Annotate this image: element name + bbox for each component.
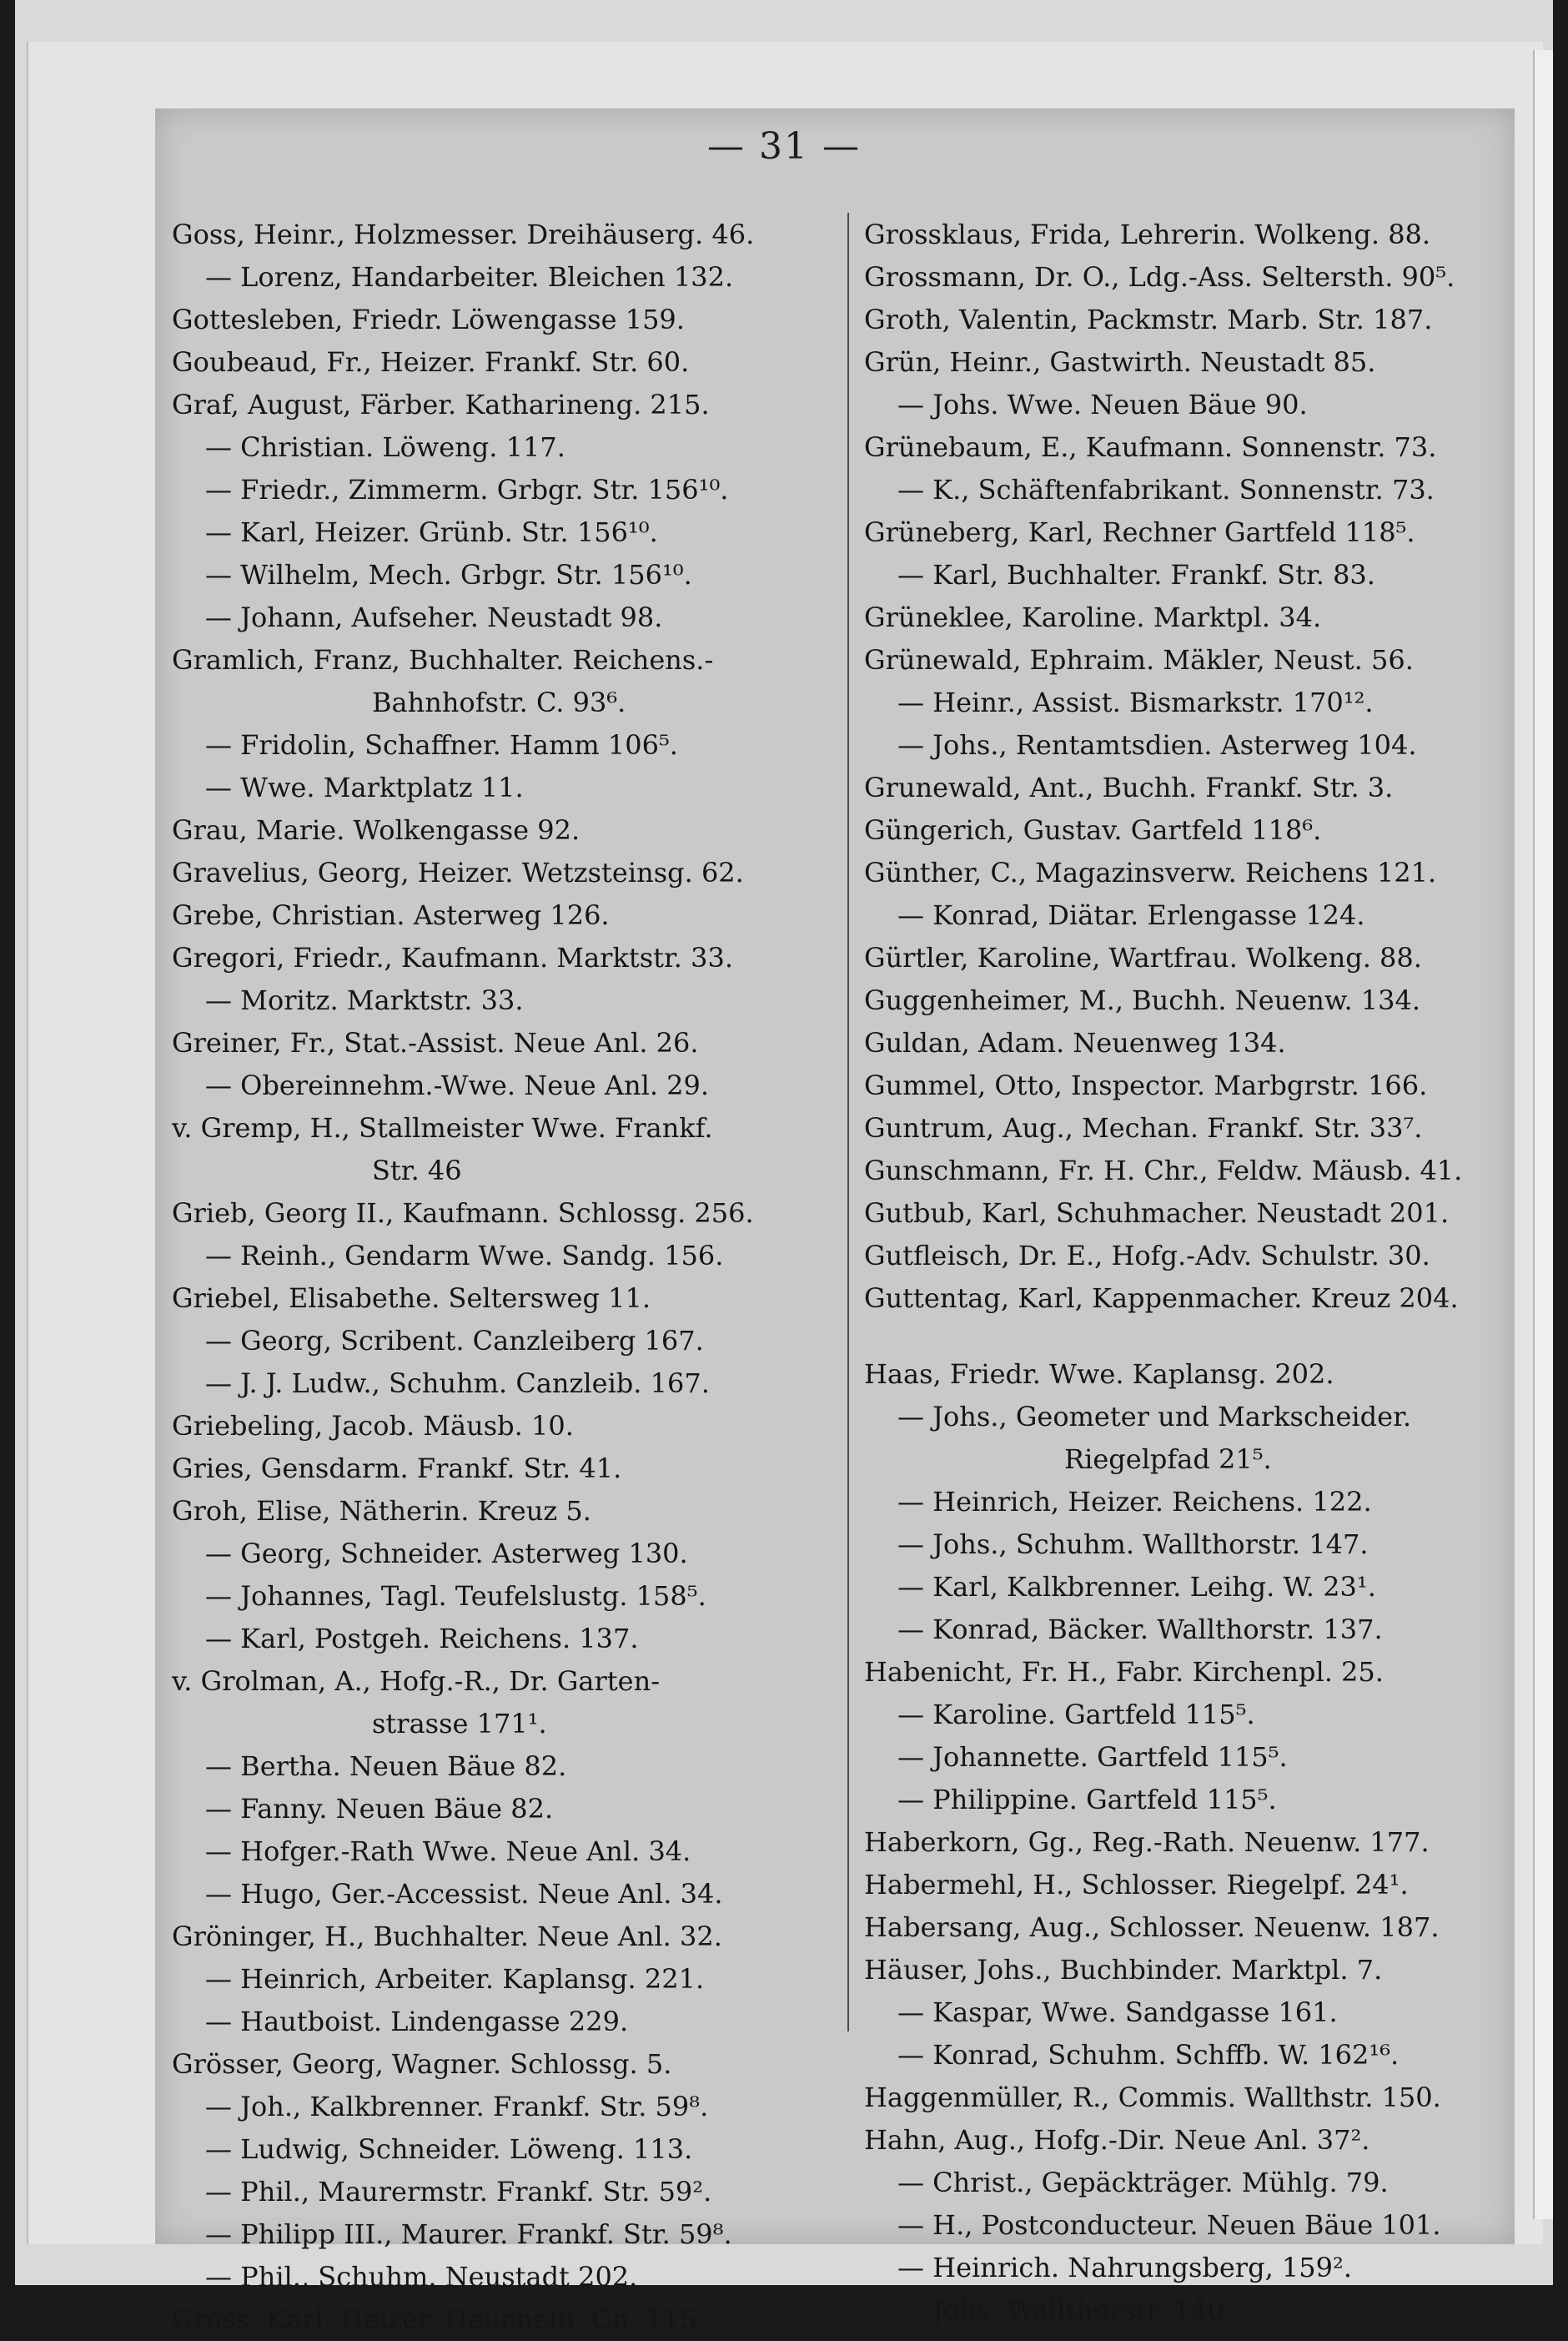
directory-entry: Haggenmüller, R., Commis. Wallthstr. 150. [864,2082,1441,2113]
left-column [172,214,839,2341]
directory-entry: Guggenheimer, M., Buchh. Neuenw. 134. [864,984,1421,1016]
directory-entry: — Philippine. Gartfeld 115⁵. [897,1784,1277,1815]
directory-entry: Guttentag, Karl, Kappenmacher. Kreuz 204. [864,1282,1459,1314]
directory-entry: Grunewald, Ant., Buchh. Frankf. Str. 3. [864,772,1394,803]
directory-entry: v. Grolman, A., Hofg.-R., Dr. Garten- [172,1665,661,1697]
directory-entry: Guldan, Adam. Neuenweg 134. [864,1027,1286,1059]
directory-entry: — Joh., Kalkbrenner. Frankf. Str. 59⁸. [205,2091,709,2122]
column-divider [847,213,849,2031]
directory-entry-continuation: Riegelpfad 21⁵. [1064,1443,1272,1475]
directory-entry: — Christian. Löweng. 117. [205,431,565,463]
directory-entry: Grünebaum, E., Kaufmann. Sonnenstr. 73. [864,431,1437,463]
directory-entry-continuation: Str. 46 [372,1155,462,1186]
directory-entry: Gries, Gensdarm. Frankf. Str. 41. [172,1452,622,1484]
directory-entry: Graf, August, Färber. Katharineng. 215. [172,389,710,420]
directory-entry: — Hofger.-Rath Wwe. Neue Anl. 34. [205,1835,691,1867]
directory-entry: Gutbub, Karl, Schuhmacher. Neustadt 201. [864,1197,1450,1229]
directory-entry: — Hautboist. Lindengasse 229. [205,2006,629,2037]
directory-entry: — Johs. Wwe. Neuen Bäue 90. [897,389,1308,420]
directory-entry: Griebeling, Jacob. Mäusb. 10. [172,1410,574,1442]
directory-entry: Grebe, Christian. Asterweg 126. [172,899,610,931]
directory-entry-continuation: strasse 171¹. [372,1708,547,1739]
directory-entry: — Georg, Schneider. Asterweg 130. [205,1538,688,1569]
page-number: — 31 — [707,125,861,168]
directory-entry: v. Gremp, H., Stallmeister Wwe. Frankf. [172,1112,713,1144]
directory-entry: Groth, Valentin, Packmstr. Marb. Str. 187. [864,304,1433,335]
directory-entry: Grüneklee, Karoline. Marktpl. 34. [864,602,1322,633]
directory-entry: — Wilhelm, Mech. Grbgr. Str. 156¹⁰. [205,559,692,591]
directory-entry: — Karl, Kalkbrenner. Leihg. W. 23¹. [897,1571,1376,1603]
directory-entry: Goss, Heinr., Holzmesser. Dreihäuserg. 46. [172,219,755,250]
directory-entry: — Fanny. Neuen Bäue 82. [205,1793,554,1825]
directory-entry: — Johs., Geometer und Markscheider. [897,1401,1412,1432]
directory-entry: — Obereinnehm.-Wwe. Neue Anl. 29. [205,1070,710,1101]
directory-entry: Habenicht, Fr. H., Fabr. Kirchenpl. 25. [864,1656,1384,1688]
directory-entry: Gürtler, Karoline, Wartfrau. Wolkeng. 88. [864,942,1422,974]
directory-entry: — Wwe. Marktplatz 11. [205,772,524,803]
directory-entry: Gutfleisch, Dr. E., Hofg.-Adv. Schulstr. 30. [864,1240,1430,1271]
directory-entry: — Reinh., Gendarm Wwe. Sandg. 156. [205,1240,724,1271]
directory-entry: — Christ., Gepäckträger. Mühlg. 79. [897,2167,1389,2198]
directory-entry: — Ludwig, Schneider. Löweng. 113. [205,2133,693,2165]
directory-entry: Gross, Karl, Heizer. Heuchelh. Ch. 115. [172,2303,706,2335]
directory-entry: — K., Schäftenfabrikant. Sonnenstr. 73. [897,474,1435,506]
directory-entry: Guntrum, Aug., Mechan. Frankf. Str. 33⁷. [864,1112,1423,1144]
directory-entry: — Fridolin, Schaffner. Hamm 106⁵. [205,729,678,761]
directory-entry: Grau, Marie. Wolkengasse 92. [172,814,580,846]
directory-entry: Grossklaus, Frida, Lehrerin. Wolkeng. 88. [864,219,1431,250]
directory-entry: — Karl, Postgeh. Reichens. 137. [205,1623,639,1654]
directory-entry: — Konrad, Bäcker. Wallthorstr. 137. [897,1614,1383,1645]
directory-entry: — Moritz. Marktstr. 33. [205,984,524,1016]
directory-entry: Gravelius, Georg, Heizer. Wetzsteinsg. 62. [172,857,744,889]
directory-entry: Gummel, Otto, Inspector. Marbgrstr. 166. [864,1070,1428,1101]
directory-entry: Häuser, Johs., Buchbinder. Marktpl. 7. [864,1954,1383,1986]
directory-entry: — Kaspar, Wwe. Sandgasse 161. [897,1996,1338,2028]
directory-entry: — Heinrich, Arbeiter. Kaplansg. 221. [205,1963,705,1995]
directory-entry: Gramlich, Franz, Buchhalter. Reichens.- [172,644,714,676]
directory-entry: Habersang, Aug., Schlosser. Neuenw. 187. [864,1911,1440,1943]
directory-entry: — Konrad, Diätar. Erlengasse 124. [897,899,1365,931]
directory-entry: — Konrad, Schuhm. Schffb. W. 162¹⁶. [897,2039,1400,2071]
directory-entry: — Johs. Wallthorstr. 140. [897,2294,1233,2326]
directory-entry: Grün, Heinr., Gastwirth. Neustadt 85. [864,346,1376,378]
directory-entry: Gunschmann, Fr. H. Chr., Feldw. Mäusb. 41. [864,1155,1463,1186]
directory-entry: — Heinrich. Nahrungsberg, 159². [897,2252,1352,2283]
directory-entry: — Karl, Buchhalter. Frankf. Str. 83. [897,559,1375,591]
directory-entry: — Karoline. Gartfeld 115⁵. [897,1699,1255,1730]
directory-entry: — Lorenz, Handarbeiter. Bleichen 132. [205,261,734,293]
directory-entry: Güngerich, Gustav. Gartfeld 118⁶. [864,814,1322,846]
directory-entry: Gröninger, H., Buchhalter. Neue Anl. 32. [172,1921,722,1952]
directory-entry-continuation: Bahnhofstr. C. 93⁶. [372,687,626,718]
directory-entry: Günther, C., Magazinsverw. Reichens 121. [864,857,1437,889]
page-edge [1533,50,1553,2219]
directory-entry: — Johs., Schuhm. Wallthorstr. 147. [897,1528,1369,1560]
directory-entry: Haberkorn, Gg., Reg.-Rath. Neuenw. 177. [864,1826,1430,1858]
directory-entry: Grüneberg, Karl, Rechner Gartfeld 118⁵. [864,516,1415,548]
directory-entry: Griebel, Elisabethe. Seltersweg 11. [172,1282,651,1314]
directory-entry: — Heinr., Assist. Bismarkstr. 170¹². [897,687,1374,718]
directory-entry: Habermehl, H., Schlosser. Riegelpf. 24¹. [864,1869,1409,1900]
directory-entry: — Friedr., Zimmerm. Grbgr. Str. 156¹⁰. [205,474,729,506]
directory-entry: — Johannes, Tagl. Teufelslustg. 158⁵. [205,1580,706,1612]
directory-entry: — J. J. Ludw., Schuhm. Canzleib. 167. [205,1367,710,1399]
directory-entry: — Johs., Rentamtsdien. Asterweg 104. [897,729,1417,761]
directory-entry: Gregori, Friedr., Kaufmann. Marktstr. 33. [172,942,733,974]
directory-entry: — Karl, Heizer. Grünb. Str. 156¹⁰. [205,516,658,548]
directory-entry: — H., Postconducteur. Neuen Bäue 101. [897,2209,1441,2241]
directory-entry: — Philipp III., Maurer. Frankf. Str. 59⁸. [205,2218,732,2250]
directory-entry: Grieb, Georg II., Kaufmann. Schlossg. 256. [172,1197,754,1229]
directory-entry: — Johannette. Gartfeld 115⁵. [897,1741,1288,1773]
directory-entry: — Phil., Schuhm. Neustadt 202. [205,2261,638,2293]
directory-entry: Grossmann, Dr. O., Ldg.-Ass. Seltersth. 90⁵. [864,261,1455,293]
directory-entry: — Heinrich, Heizer. Reichens. 122. [897,1486,1372,1518]
directory-entry: Haas, Friedr. Wwe. Kaplansg. 202. [864,1358,1334,1390]
directory-entry: Groh, Elise, Nätherin. Kreuz 5. [172,1495,591,1527]
directory-entry: Goubeaud, Fr., Heizer. Frankf. Str. 60. [172,346,690,378]
directory-entry: — Hugo, Ger.-Accessist. Neue Anl. 34. [205,1878,723,1910]
directory-entry: Greiner, Fr., Stat.-Assist. Neue Anl. 26. [172,1027,699,1059]
directory-entry: Grünewald, Ephraim. Mäkler, Neust. 56. [864,644,1414,676]
right-column [864,214,1485,2332]
directory-entry: — Georg, Scribent. Canzleiberg 167. [205,1325,704,1357]
directory-entry: — Johann, Aufseher. Neustadt 98. [205,602,663,633]
directory-entry: Grösser, Georg, Wagner. Schlossg. 5. [172,2048,672,2080]
directory-entry: — Phil., Maurermstr. Frankf. Str. 59². [205,2176,712,2208]
directory-entry: — Bertha. Neuen Bäue 82. [205,1750,567,1782]
directory-entry: Hahn, Aug., Hofg.-Dir. Neue Anl. 37². [864,2124,1370,2156]
directory-entry: Gottesleben, Friedr. Löwengasse 159. [172,304,685,335]
